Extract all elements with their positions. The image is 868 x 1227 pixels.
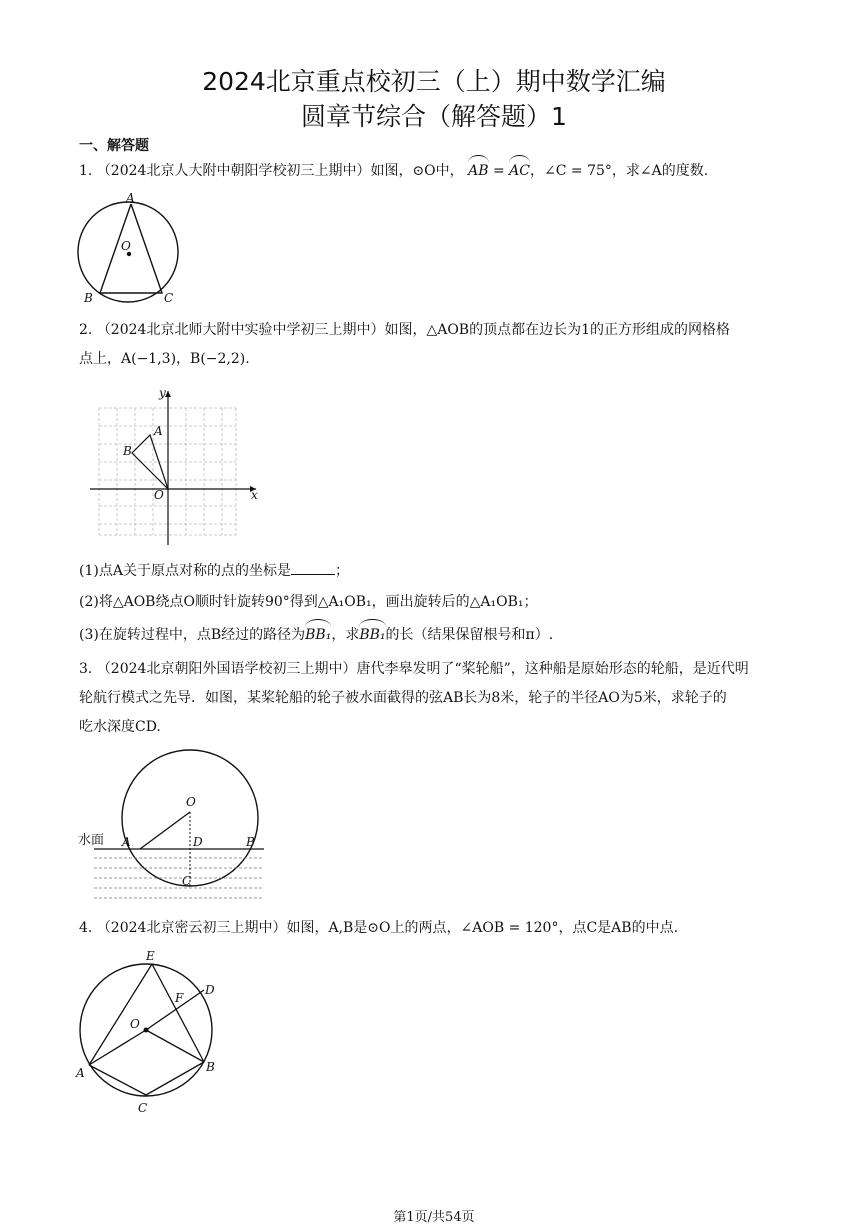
question-2-text: 2. （2024北京北师大附中实验中学初三上期中）如图，△AOB的顶点都在边长为1的正方形组成的网格格 点上，A(−1,3)，B(−2,2). (79, 322, 731, 367)
point-label-E: E (146, 949, 155, 963)
question-4-figure (74, 946, 234, 1118)
point-label-A: A (126, 192, 135, 205)
question-4-text: 4. （2024北京密云初三上期中）如图，A,B是⊙O上的两点，∠AOB = 120°，点C是AB的中点. (79, 920, 679, 936)
point-label-O: O (130, 1017, 140, 1031)
page-subtitle: 圆章节综合（解答题）1 (301, 102, 567, 131)
point-label-B: B (206, 1060, 215, 1074)
point-label-F: F (175, 991, 184, 1005)
question-2-grid-figure (86, 385, 266, 550)
water-label: 水面 (78, 833, 105, 848)
question-2-part-2: (2)将△AOB绕点O顺时针旋转90°得到△A₁OB₁，画出旋转后的△A₁OB₁； (79, 594, 538, 610)
point-label-C: C (138, 1101, 148, 1115)
point-label-C: C (182, 874, 192, 888)
question-3-text: 3. （2024北京朝阳外国语学校初三上期中）唐代李皋发明了“桨轮船”，这种船是原始形态的轮船，是近代明 轮航行模式之先导．如图，某桨轮船的轮子被水面截得的弦AB长为8米，轮子的半径AO为5米，求轮子的 吃水深度CD. (79, 661, 749, 735)
point-label-O: O (154, 488, 164, 502)
point-label-B: B (246, 835, 255, 849)
axis-label-x: x (251, 488, 258, 502)
point-label-A: A (76, 1066, 85, 1080)
answer-blank[interactable] (291, 560, 335, 575)
axis-label-y: y (159, 386, 166, 400)
page-footer: 第1页/共54页 (393, 1210, 475, 1225)
point-label-B: B (123, 444, 132, 458)
section-heading: 一、解答题 (79, 138, 149, 154)
point-label-O: O (186, 795, 196, 809)
question-2-part-1: (1)点A关于原点对称的点的坐标是 ； (79, 557, 791, 586)
point-label-C: C (164, 291, 174, 305)
point-label-A: A (154, 424, 163, 438)
page-title: 2024北京重点校初三（上）期中数学汇编 (202, 67, 666, 96)
question-3-figure (76, 746, 268, 906)
question-2-part-3: (3)在旋转过程中，点B经过的路径为BB₁，求BB₁的长（结果保留根号和π）. (79, 619, 791, 650)
point-label-A: A (122, 835, 131, 849)
point-label-D: D (193, 835, 203, 849)
point-label-D: D (205, 983, 215, 997)
point-label-B: B (84, 291, 93, 305)
question-1-text: 1. （2024北京人大附中朝阳学校初三上期中）如图，⊙O中， AB = AC，∠C = 75°，求∠A的度数. (79, 155, 791, 186)
question-1-figure (76, 192, 184, 310)
point-label-O: O (121, 239, 131, 253)
